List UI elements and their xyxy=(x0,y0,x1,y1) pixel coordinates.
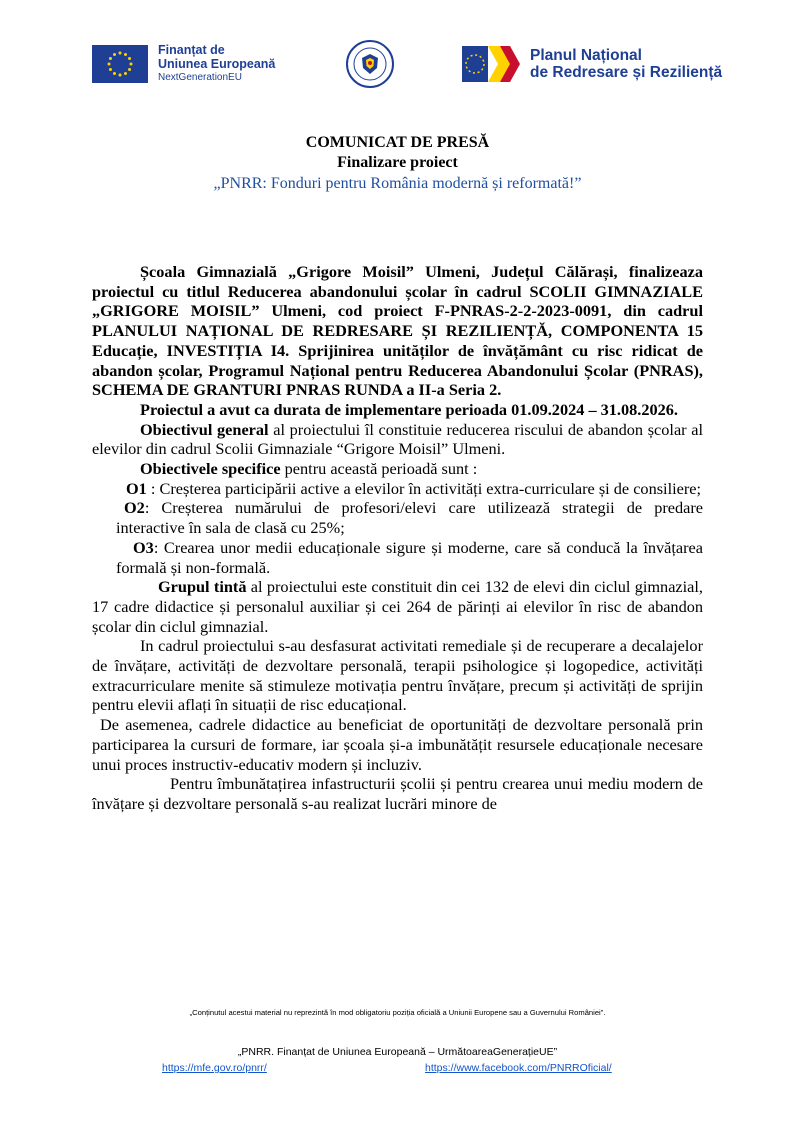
body-text xyxy=(92,262,703,814)
eu-logo-text xyxy=(158,43,275,85)
objective-o1: O1 : Creșterea participării active a elevilor în activități extra-curriculare și de consiliere; xyxy=(126,478,702,498)
paragraph-infrastructure: Pentru îmbunătațirea infastructurii școlii și pentru crearea unui mediu modern de învățare și dezvoltare personală s-au realizat lucrări minore de xyxy=(92,774,703,813)
document-subtitle: Finalizare proiect xyxy=(337,154,458,171)
title-block xyxy=(0,133,795,194)
eu-star-icon xyxy=(130,63,133,66)
eu-star-icon xyxy=(108,63,111,66)
pnrr-logo-text xyxy=(530,47,722,81)
paragraph-project-intro: Școala Gimnazială „Grigore Moisil” Ulmeni, Județul Călărași, finalizeaza proiectul cu titlul Reducerea abandonului școlar în cadrul SCOLII GIMNAZIALE „GRIGORE MOISIL” Ulmeni, cod proiect F-PNRAS-2-2-2023-0091, din cadrul PLANULUI NAȚIONAL DE REDRESARE ȘI REZILIENȚĂ, COMPONENTA 15 Educație, INVESTIȚIA I4. Sprijinirea unităților de învățământ cu risc ridicat de abandon școlar, Programul Național pentru Reducerea Abandonului Școlar (PNRAS), SCHEMA DE GRANTURI PNRAS RUNDA a II-a Seria 2. xyxy=(92,262,703,400)
pnrr-logo-line2: de Redresare și Reziliență xyxy=(530,64,723,81)
eu-star-icon xyxy=(119,74,122,77)
pnrr-logo xyxy=(462,46,722,82)
eu-star-icon xyxy=(128,68,131,71)
pnrr-logo-line1: Planul Național xyxy=(530,47,642,64)
objective-o3: O3: Crearea unor medii educaționale sigure și moderne, care să conducă la învățarea formală și non-formală. xyxy=(116,537,703,577)
paragraph-target-group: Grupul tintă al proiectului este constituit din cei 132 de elevi din ciclul gimnazial, 17 cadre didactice și personalul auxiliar și cei 264 de părinți ai elevilor în risc de abandon școlar din ciclul gimnazial. xyxy=(92,577,703,636)
eu-star-icon xyxy=(124,72,127,75)
paragraph-activities: In cadrul proiectului s-au desfasurat activitati remediale și de recuperare a decalajelor de învățare, activități de dezvoltare personală, terapii psihologice și logopedice, activități extracurriculare menite să stimuleze motivația pentru învățare, precum și activități de sprijin pentru elevii aflați în situații de risc educațional. xyxy=(92,636,703,715)
eu-logo-line3: NextGenerationEU xyxy=(158,72,242,83)
eu-logo-line1: Finanțat de xyxy=(158,43,225,57)
program-slogan: „PNRR: Fonduri pentru România modernă și reformată!” xyxy=(213,175,582,192)
eu-star-icon xyxy=(113,53,116,56)
objective-o2: O2: Creșterea numărului de profesori/elevi care utilizează strategii de predare interactive în sala de clasă cu 25%; xyxy=(116,498,703,538)
eu-star-icon xyxy=(109,68,112,71)
eu-flag-icon xyxy=(92,45,148,83)
paragraph-teacher-development: De asemenea, cadrele didactice au beneficiat de oportunități de dezvoltare personală prin participarea la cursuri de formare, iar școala și-a imbunătățit resursele educaționale necesare unui proces instructiv-educativ modern și incluziv. xyxy=(92,715,703,774)
eu-star-icon xyxy=(109,57,112,60)
eu-funding-logo xyxy=(92,43,275,85)
footer-tagline: „PNRR. Finanțat de Uniunea Europeană – UrmătoareaGenerațieUE” xyxy=(237,1046,558,1058)
eu-star-icon xyxy=(113,72,116,75)
guvernul-romaniei-seal-icon xyxy=(346,40,394,88)
footer-disclaimer: „Conținutul acestui material nu reprezintă în mod obligatoriu poziția oficială a Uniunii Europene sau a Guvernului României”. xyxy=(189,1008,606,1017)
paragraph-general-objective: Obiectivul general al proiectului îl constituie reducerea riscului de abandon școlar al elevilor din cadrul Scolii Gimnaziale “Grigore Moisil” Ulmeni. xyxy=(92,419,704,459)
paragraph-specific-objectives: Obiectivele specifice pentru această perioadă sunt : xyxy=(140,459,478,479)
document-title: COMUNICAT DE PRESĂ xyxy=(305,134,490,151)
pnrr-flag-mark-icon xyxy=(462,46,526,82)
link-facebook-pnrr[interactable]: https://www.facebook.com/PNRROficial/ xyxy=(425,1062,612,1074)
eu-star-icon xyxy=(119,52,122,55)
eu-star-icon xyxy=(124,53,127,56)
paragraph-duration: Proiectul a avut ca durata de implementare perioada 01.09.2024 – 31.08.2026. xyxy=(140,399,678,419)
eu-logo-line2: Uniunea Europeană xyxy=(158,57,276,71)
eu-star-icon xyxy=(128,57,131,60)
link-mfe-pnrr[interactable]: https://mfe.gov.ro/pnrr/ xyxy=(162,1062,267,1074)
